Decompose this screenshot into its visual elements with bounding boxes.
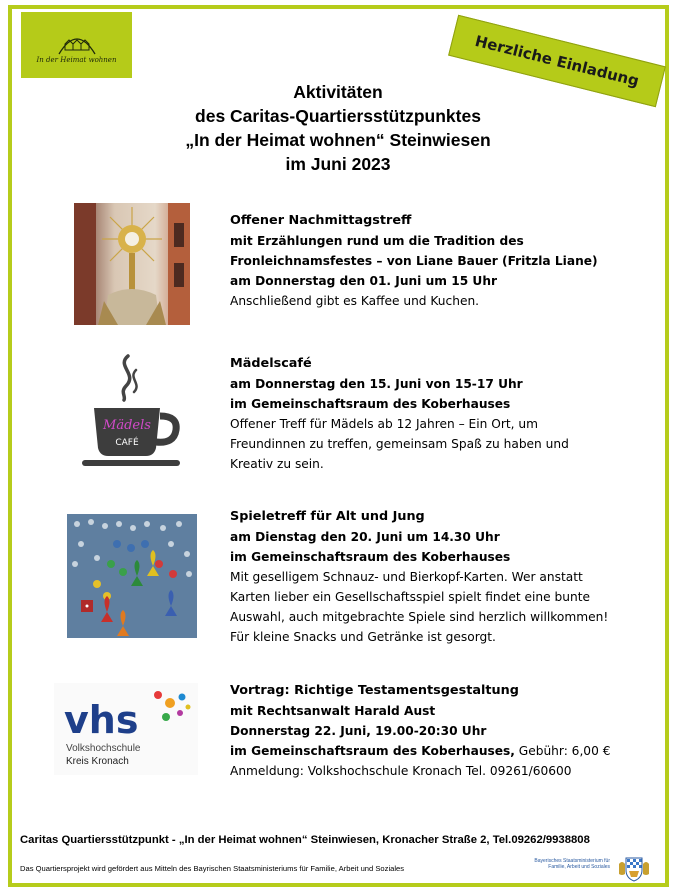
event-3-place: im Gemeinschaftsraum des Koberhauses [230,550,511,564]
event-3-text: Karten lieber ein Gesellschaftsspiel spielt findet eine bunte [230,590,590,604]
cup-text-2: CAFÉ [115,438,139,448]
event-2-place: im Gemeinschaftsraum des Koberhauses [230,397,511,411]
vhs-logo [54,683,198,775]
event-4-place-row [230,741,610,761]
event-2-text: Freundinnen zu treffen, gemeinsam Spaß zu haben und [230,437,569,451]
heimat-logo [21,12,132,78]
event-1-line: Fronleichnamsfestes – von Liane Bauer (Fritzla Liane) [230,254,598,268]
event-3-text: Auswahl, auch mitgebrachte Spiele sind herzlich willkommen! [230,610,609,624]
ministry-text [520,858,610,870]
event-4-fee: Gebühr: 6,00 € [514,744,611,758]
ministry-logo [520,856,660,882]
event-1-text: Anschließend gibt es Kaffee und Kuchen. [230,294,480,308]
event-1-date: am Donnerstag den 01. Juni um 15 Uhr [230,274,498,288]
event-4-title: Vortrag: Richtige Testamentsgestaltung [230,683,519,698]
ministry-line-1: Bayerisches Staatsministerium für [534,858,610,864]
vhs-logo-line2: Kreis Kronach [66,756,129,767]
bavarian-crest-icon [616,856,652,882]
event-1-line: mit Erzählungen rund um die Tradition des [230,234,524,248]
event-1 [230,211,598,311]
event-2-title: Mädelscafé [230,356,312,371]
title-line-3: „In der Heimat wohnen“ Steinwiesen [185,130,491,150]
vhs-logo-text: vhs [64,698,139,742]
event-1-title: Offener Nachmittagstreff [230,213,412,228]
event-4-date: Donnerstag 22. Juni, 19.00-20:30 Uhr [230,724,487,738]
event-3 [230,507,608,647]
event-2-text: Kreativ zu sein. [230,457,324,471]
title-line-4: im Juni 2023 [285,154,391,174]
footer-funding: Das Quartiersprojekt wird gefördert aus Mitteln des Bayrischen Staatsministeriums für Familie, Arbeit und Soziales [20,864,405,873]
monstrance-photo [74,203,190,325]
ministry-line-2: Familie, Arbeit und Soziales [548,864,610,870]
event-4-place: im Gemeinschaftsraum des Koberhauses, [230,744,515,758]
title-line-2: des Caritas-Quartiersstützpunktes [195,106,481,126]
event-2 [230,354,569,474]
board-game-photo [67,514,197,638]
badge-text: Herzliche Einladung [473,31,641,91]
vhs-logo-line1: Volkshochschule [66,743,141,754]
event-4-text: Anmeldung: Volkshochschule Kronach Tel. 09261/60600 [230,764,572,778]
event-4-sub: mit Rechtsanwalt Harald Aust [230,704,436,718]
coffee-cup-icon [80,352,182,472]
cup-text-1: Mädels [103,418,151,433]
title-line-1: Aktivitäten [293,82,383,102]
event-3-text: Mit geselligem Schnauz- und Bierkopf-Karten. Wer anstatt [230,570,583,584]
houses-icon [53,26,101,56]
footer-address: Caritas Quartiersstützpunkt - „In der Heimat wohnen“ Steinwiesen, Kronacher Straße 2, Tel.09262/9938808 [20,834,590,846]
event-3-title: Spieletreff für Alt und Jung [230,509,425,524]
event-3-date: am Dienstag den 20. Juni um 14.30 Uhr [230,530,500,544]
logo-text: In der Heimat wohnen [36,56,117,64]
event-2-date: am Donnerstag den 15. Juni von 15-17 Uhr [230,377,523,391]
event-4 [230,681,610,781]
event-2-text: Offener Treff für Mädels ab 12 Jahren – Ein Ort, um [230,417,538,431]
page-title [150,80,526,176]
event-3-text: Für kleine Snacks und Getränke ist gesorgt. [230,630,496,644]
